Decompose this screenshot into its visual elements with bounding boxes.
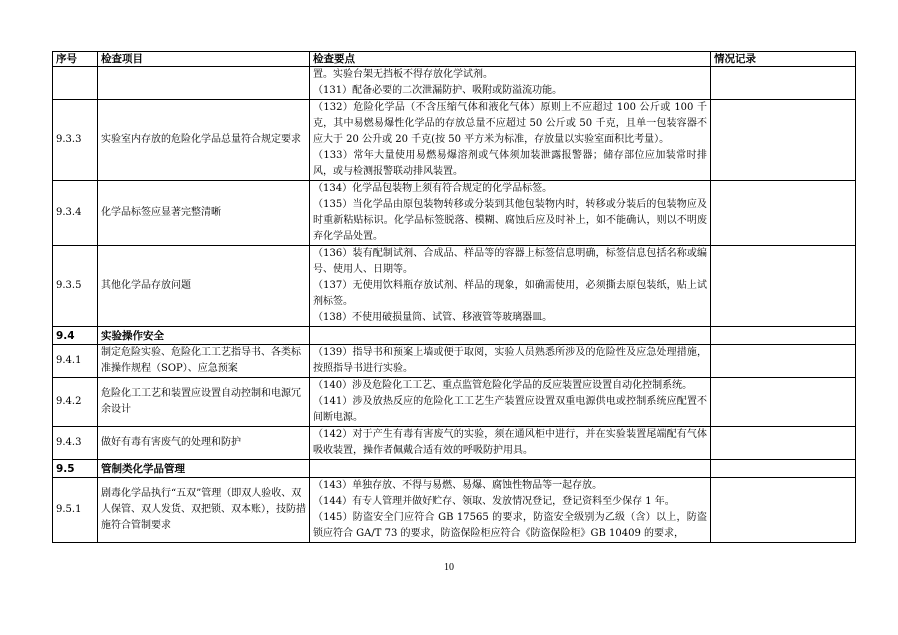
check-points <box>310 327 711 345</box>
row-number: 9.4 <box>53 327 98 345</box>
row-number: 9.3.3 <box>53 100 98 181</box>
record-cell[interactable] <box>711 460 856 478</box>
check-point: （145）防盗安全门应符合 GB 17565 的要求，防盗安全级别为乙级（含）以上，防盗锁应符合 GA/T 73 的要求，防盗保险柜应符合《防盗保险柜》GB 10409 的要求， <box>313 512 707 539</box>
section-row <box>53 327 856 345</box>
check-points <box>310 345 711 378</box>
check-point: （142）对于产生有毒有害废气的实验，须在通风柜中进行，并在实验装置尾端配有气体吸收装置，操作者佩戴合适有效的呼吸防护用具。 <box>313 429 707 456</box>
check-item: 其他化学品存放问题 <box>98 246 310 327</box>
record-cell[interactable] <box>711 100 856 181</box>
record-cell[interactable] <box>711 478 856 543</box>
check-item: 剧毒化学品执行“五双”管理（即双人验收、双人保管、双人发货、双把锁、双本账），技防措施符合管制要求 <box>98 478 310 543</box>
section-title: 管制类化学品管理 <box>98 460 310 478</box>
check-points <box>310 378 711 427</box>
row-number: 9.4.3 <box>53 427 98 460</box>
header-row <box>53 52 856 67</box>
check-point: （138）不使用破损量筒、试管、移液管等玻璃器皿。 <box>313 312 553 323</box>
check-item: 实验室内存放的危险化学品总量符合规定要求 <box>98 100 310 181</box>
page-number: 10 <box>444 562 454 573</box>
check-point: （134）化学品包装物上须有符合规定的化学品标签。 <box>313 183 553 194</box>
record-cell[interactable] <box>711 378 856 427</box>
table-row <box>53 345 856 378</box>
record-cell[interactable] <box>711 427 856 460</box>
check-points <box>310 478 711 543</box>
check-item <box>98 67 310 100</box>
check-item: 化学品标签应显著完整清晰 <box>98 181 310 246</box>
check-point: （139）指导书和预案上墙或便于取阅，实验人员熟悉所涉及的危险性及应急处理措施，按照指导书进行实验。 <box>313 347 707 374</box>
header-no: 序号 <box>53 52 98 67</box>
row-number: 9.3.4 <box>53 181 98 246</box>
record-cell[interactable] <box>711 246 856 327</box>
check-item: 制定危险实验、危险化工工艺指导书、各类标准操作规程（SOP）、应急预案 <box>98 345 310 378</box>
record-cell[interactable] <box>711 181 856 246</box>
check-points <box>310 67 711 100</box>
check-point: （136）装有配制试剂、合成品、样品等的容器上标签信息明确，标签信息包括名称或编号、使用人、日期等。 <box>313 248 707 275</box>
record-cell[interactable] <box>711 67 856 100</box>
check-point: （141）涉及放热反应的危险化工工艺生产装置应设置双重电源供电或控制系统应配置不间断电源。 <box>313 396 707 423</box>
row-number: 9.5.1 <box>53 478 98 543</box>
check-point: （143）单独存放、不得与易燃、易爆、腐蚀性物品等一起存放。 <box>313 480 603 491</box>
check-point: （140）涉及危险化工工艺、重点监管危险化学品的反应装置应设置自动化控制系统。 <box>313 380 693 391</box>
row-number: 9.4.2 <box>53 378 98 427</box>
row-number: 9.5 <box>53 460 98 478</box>
check-point: 置。实验台架无挡板不得存放化学试剂。 <box>313 69 493 80</box>
table-row <box>53 67 856 100</box>
check-point: （131）配备必要的二次泄漏防护、吸附或防溢流功能。 <box>313 85 563 96</box>
check-item: 做好有毒有害废气的处理和防护 <box>98 427 310 460</box>
record-cell[interactable] <box>711 345 856 378</box>
record-cell[interactable] <box>711 327 856 345</box>
check-point: （144）有专人管理并做好贮存、领取、发放情况登记，登记资料至少保存 1 年。 <box>313 496 675 507</box>
table-row <box>53 181 856 246</box>
row-number <box>53 67 98 100</box>
check-point: （132）危险化学品（不含压缩气体和液化气体）原则上不应超过 100 公斤或 100 千克，其中易燃易爆性化学品的存放总量不应超过 50 公斤或 50 千克，且单一包装容器不应大于 20 公升或 20 千克(按 50 平方米为标准，存放量以实验室面积比考量）。 <box>313 102 707 145</box>
header-points: 检查要点 <box>310 52 711 67</box>
header-record: 情况记录 <box>711 52 856 67</box>
table-row <box>53 100 856 181</box>
row-number: 9.3.5 <box>53 246 98 327</box>
row-number: 9.4.1 <box>53 345 98 378</box>
check-point: （133）常年大量使用易燃易爆溶剂或气体须加装泄露报警器；储存部位应加装常时排风，或与检测报警联动排风装置。 <box>313 150 707 177</box>
checklist-table <box>52 51 856 543</box>
check-points <box>310 100 711 181</box>
section-title: 实验操作安全 <box>98 327 310 345</box>
check-item: 危险化工工艺和装置应设置自动控制和电源冗余设计 <box>98 378 310 427</box>
check-point: （137）无使用饮料瓶存放试剂、样品的现象，如确需使用，必须撕去原包装纸，贴上试剂标签。 <box>313 280 707 307</box>
check-points <box>310 181 711 246</box>
check-points <box>310 427 711 460</box>
section-row <box>53 460 856 478</box>
check-point: （135）当化学品由原包装物转移或分装到其他包装物内时，转移或分装后的包装物应及时重新粘贴标识。化学品标签脱落、模糊、腐蚀后应及时补上，如不能确认，则以不明废弃化学品处置。 <box>313 199 707 242</box>
table-row <box>53 478 856 543</box>
table-row <box>53 427 856 460</box>
check-points <box>310 460 711 478</box>
header-item: 检查项目 <box>98 52 310 67</box>
table-row <box>53 246 856 327</box>
table-row <box>53 378 856 427</box>
check-points <box>310 246 711 327</box>
